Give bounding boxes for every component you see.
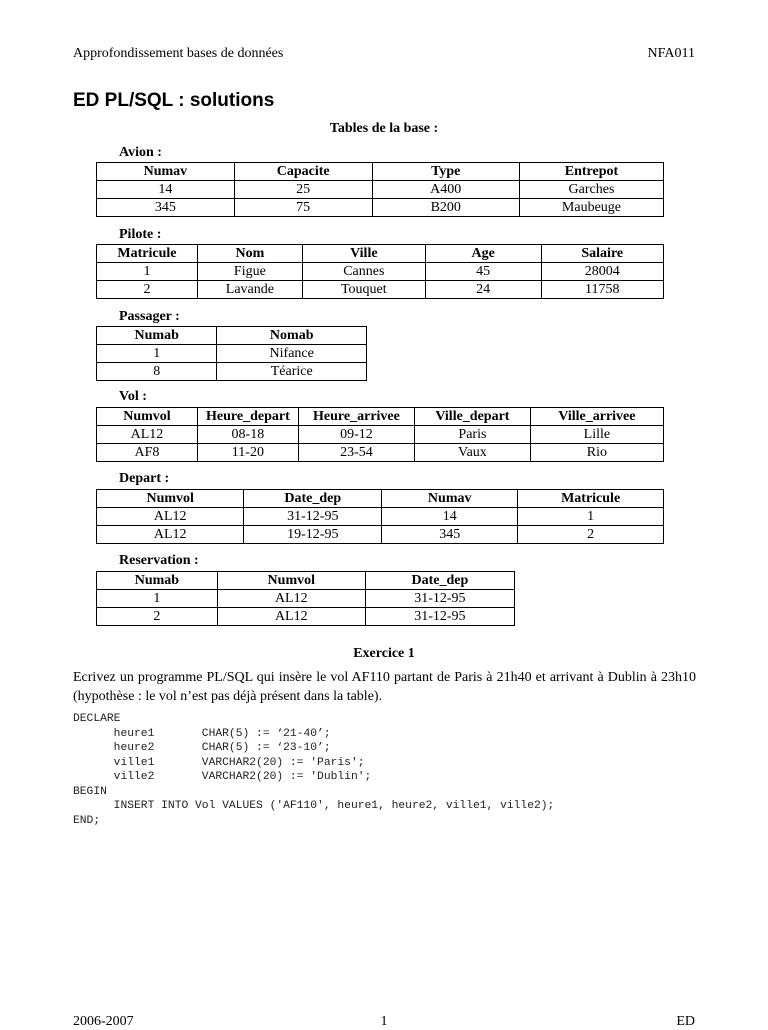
table-row <box>97 526 664 544</box>
reservation-table <box>96 571 515 626</box>
pilote-table-label: Pilote : <box>119 227 162 242</box>
table-cell: Rio <box>530 444 663 462</box>
column-header: Matricule <box>97 245 198 263</box>
table-row <box>97 590 515 608</box>
table-cell: AF8 <box>97 444 198 462</box>
passager-table <box>96 326 367 381</box>
column-header: Ville_arrivee <box>530 408 663 426</box>
table-cell: 08-18 <box>197 426 298 444</box>
table-cell: 75 <box>234 199 372 217</box>
table-cell: 25 <box>234 181 372 199</box>
table-cell: 8 <box>97 363 217 381</box>
table-cell: 24 <box>425 281 541 299</box>
table-cell: Lavande <box>197 281 302 299</box>
table-row <box>97 263 664 281</box>
table-cell: 14 <box>382 508 518 526</box>
table-cell: Touquet <box>302 281 425 299</box>
passager-table-label: Passager : <box>119 309 180 324</box>
depart-header-row <box>97 490 664 508</box>
exercise-title: Exercice 1 <box>353 646 415 661</box>
table-cell: 19-12-95 <box>244 526 382 544</box>
table-cell: AL12 <box>217 590 365 608</box>
passager-header-row <box>97 327 367 345</box>
footer-page-number: 1 <box>380 1014 388 1029</box>
column-header: Capacite <box>234 163 372 181</box>
table-cell: 14 <box>97 181 235 199</box>
column-header: Nom <box>197 245 302 263</box>
depart-table-label: Depart : <box>119 471 170 486</box>
table-cell: Vaux <box>415 444 531 462</box>
table-cell: 1 <box>518 508 664 526</box>
code-line: ville1 VARCHAR2(20) := 'Paris'; <box>73 756 365 769</box>
avion-table-label: Avion : <box>119 145 162 160</box>
code-line: ville2 VARCHAR2(20) := 'Dublin'; <box>73 771 372 783</box>
table-cell: AL12 <box>97 426 198 444</box>
code-line: INSERT INTO Vol VALUES ('AF110', heure1, heure2, ville1, ville2); <box>73 800 555 812</box>
table-row <box>97 426 664 444</box>
table-row <box>97 281 664 299</box>
table-cell: 2 <box>97 608 218 626</box>
table-cell: 1 <box>97 590 218 608</box>
column-header: Numvol <box>217 572 365 590</box>
table-row <box>97 444 664 462</box>
footer-year: 2006-2007 <box>73 1014 134 1029</box>
column-header: Salaire <box>541 245 664 263</box>
column-header: Ville_depart <box>415 408 531 426</box>
table-cell: B200 <box>372 199 519 217</box>
code-line: BEGIN <box>73 785 107 798</box>
reservation-header-row <box>97 572 515 590</box>
table-cell: AL12 <box>97 526 244 544</box>
table-cell: Paris <box>415 426 531 444</box>
code-line: END; <box>73 814 101 827</box>
table-cell: 2 <box>97 281 198 299</box>
vol-table-label: Vol : <box>119 389 147 404</box>
column-header: Matricule <box>518 490 664 508</box>
column-header: Numab <box>97 572 218 590</box>
table-cell: Téarice <box>217 363 367 381</box>
pilote-header-row <box>97 245 664 263</box>
column-header: Age <box>425 245 541 263</box>
table-cell: 45 <box>425 263 541 281</box>
reservation-table-label: Reservation : <box>119 553 199 568</box>
table-row <box>97 363 367 381</box>
table-cell: 2 <box>518 526 664 544</box>
column-header: Date_dep <box>244 490 382 508</box>
table-row <box>97 199 664 217</box>
column-header: Nomab <box>217 327 367 345</box>
column-header: Numab <box>97 327 217 345</box>
table-cell: 28004 <box>541 263 664 281</box>
column-header: Entrepot <box>519 163 663 181</box>
table-cell: Maubeuge <box>519 199 663 217</box>
table-cell: 11758 <box>541 281 664 299</box>
table-row <box>97 608 515 626</box>
column-header: Numav <box>382 490 518 508</box>
footer-label: ED <box>676 1014 695 1029</box>
column-header: Numvol <box>97 408 198 426</box>
column-header: Date_dep <box>365 572 514 590</box>
table-cell: 31-12-95 <box>365 608 514 626</box>
table-cell: 1 <box>97 345 217 363</box>
table-cell: AL12 <box>217 608 365 626</box>
column-header: Type <box>372 163 519 181</box>
table-row <box>97 181 664 199</box>
table-cell: 31-12-95 <box>244 508 382 526</box>
code-line: heure2 CHAR(5) := ‘23-10’; <box>73 742 331 754</box>
column-header: Heure_arrivee <box>298 408 414 426</box>
table-cell: A400 <box>372 181 519 199</box>
header-course-code: NFA011 <box>647 46 695 61</box>
column-header: Numav <box>97 163 235 181</box>
table-row <box>97 508 664 526</box>
table-cell: 1 <box>97 263 198 281</box>
table-cell: AL12 <box>97 508 244 526</box>
avion-table <box>96 162 664 217</box>
column-header: Ville <box>302 245 425 263</box>
code-line: heure1 CHAR(5) := ‘21-40’; <box>73 727 331 740</box>
avion-header-row <box>97 163 664 181</box>
header-course-title: Approfondissement bases de données <box>73 46 284 61</box>
table-cell: Garches <box>519 181 663 199</box>
table-row <box>97 345 367 363</box>
page-title: ED PL/SQL : solutions <box>73 90 275 111</box>
table-cell: Figue <box>197 263 302 281</box>
code-line: DECLARE <box>73 713 121 725</box>
table-cell: Cannes <box>302 263 425 281</box>
table-cell: 11-20 <box>197 444 298 462</box>
vol-header-row <box>97 408 664 426</box>
column-header: Heure_depart <box>197 408 298 426</box>
pilote-table <box>96 244 664 299</box>
tables-subtitle: Tables de la base : <box>329 121 439 136</box>
table-cell: 31-12-95 <box>365 590 514 608</box>
depart-table <box>96 489 664 544</box>
table-cell: 23-54 <box>298 444 414 462</box>
table-cell: Lille <box>530 426 663 444</box>
table-cell: 345 <box>97 199 235 217</box>
column-header: Numvol <box>97 490 244 508</box>
table-cell: 345 <box>382 526 518 544</box>
exercise-statement: Ecrivez un programme PL/SQL qui insère le vol AF110 partant de Paris à 21h40 et arrivant à Dublin à 23h10 (hypothèse : le vol n’est pas déjà présent dans la table). <box>73 670 696 704</box>
plsql-code-block <box>73 712 554 828</box>
table-cell: Nifance <box>217 345 367 363</box>
vol-table <box>96 407 664 462</box>
table-cell: 09-12 <box>298 426 414 444</box>
